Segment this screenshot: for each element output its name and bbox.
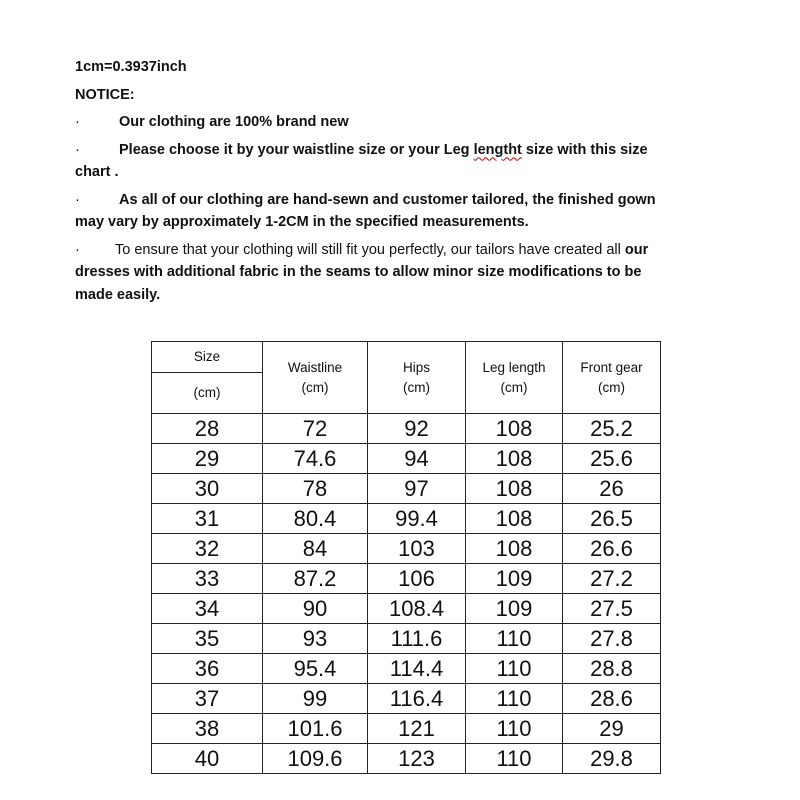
cell-leg-length: 110 (466, 684, 563, 714)
header-hips-label: Hips (402, 359, 430, 375)
bullet-4-line-1-bold: our (624, 241, 649, 258)
size-chart-body (152, 414, 661, 774)
cell-leg-length: 108 (466, 474, 563, 504)
cell-waistline: 72 (263, 414, 368, 444)
cell-front-gear: 27.5 (563, 594, 661, 624)
cell-hips: 99.4 (368, 504, 466, 534)
bullet-1-text: Our clothing are 100% brand new (119, 114, 349, 130)
bullet-4-line-3: made easily. (75, 286, 161, 303)
cell-hips: 108.4 (368, 594, 466, 624)
cell-waistline: 101.6 (263, 714, 368, 744)
notice-bullet-4 (75, 239, 725, 262)
cell-size: 36 (152, 654, 263, 684)
bullet-3-line-2: may vary by approximately 1-2CM in the specified measurements. (75, 214, 529, 230)
header-leg-length (466, 342, 563, 414)
notice-bullet-2 (75, 139, 725, 162)
table-row (152, 654, 661, 684)
cell-waistline: 99 (263, 684, 368, 714)
cell-hips: 106 (368, 564, 466, 594)
table-row (152, 504, 661, 534)
bullet-dot: · (75, 191, 80, 208)
cell-size: 33 (152, 564, 263, 594)
cell-hips: 121 (368, 714, 466, 744)
cell-leg-length: 110 (466, 714, 563, 744)
table-row (152, 414, 661, 444)
cell-waistline: 80.4 (263, 504, 368, 534)
cell-leg-length: 108 (466, 504, 563, 534)
table-row (152, 684, 661, 714)
cell-front-gear: 28.8 (563, 654, 661, 684)
cell-front-gear: 26.6 (563, 534, 661, 564)
cell-front-gear: 28.6 (563, 684, 661, 714)
cell-hips: 94 (368, 444, 466, 474)
cell-size: 30 (152, 474, 263, 504)
cell-hips: 116.4 (368, 684, 466, 714)
table-row (152, 744, 661, 774)
cell-front-gear: 26.5 (563, 504, 661, 534)
cell-leg-length: 110 (466, 654, 563, 684)
notice-block (75, 56, 725, 306)
header-size: Size (152, 342, 263, 373)
header-front-gear-label: Front gear (580, 359, 643, 375)
bullet-dot: · (75, 141, 80, 158)
cell-leg-length: 108 (466, 534, 563, 564)
cell-waistline: 78 (263, 474, 368, 504)
cell-size: 28 (152, 414, 263, 444)
cell-hips: 111.6 (368, 624, 466, 654)
bullet-2-text-pre: Please choose it by your waistline size or your Leg (119, 141, 474, 158)
table-row (152, 624, 661, 654)
cell-hips: 114.4 (368, 654, 466, 684)
cell-leg-length: 110 (466, 624, 563, 654)
header-hips-unit: (cm) (403, 379, 430, 395)
header-size-unit: (cm) (152, 373, 263, 414)
cell-size: 38 (152, 714, 263, 744)
header-waistline-label: Waistline (287, 359, 343, 375)
cell-size: 34 (152, 594, 263, 624)
header-front-gear-unit: (cm) (598, 379, 625, 395)
cell-hips: 103 (368, 534, 466, 564)
bullet-dot: · (75, 241, 80, 258)
header-waistline (263, 342, 368, 414)
cell-leg-length: 109 (466, 594, 563, 624)
cell-front-gear: 27.8 (563, 624, 661, 654)
cell-hips: 97 (368, 474, 466, 504)
bullet-dot: · (75, 114, 80, 130)
cell-waistline: 90 (263, 594, 368, 624)
bullet-2-continuation: chart . (75, 164, 119, 180)
header-leg-length-label: Leg length (482, 359, 546, 375)
cell-size: 37 (152, 684, 263, 714)
bullet-4-line-1-normal: To ensure that your clothing will still fit you perfectly, our tailors have created all (115, 241, 625, 258)
cell-leg-length: 109 (466, 564, 563, 594)
table-row (152, 444, 661, 474)
table-row (152, 564, 661, 594)
notice-bullet-3 (75, 189, 725, 212)
size-chart-table (151, 341, 661, 774)
cell-size: 40 (152, 744, 263, 774)
cell-front-gear: 26 (563, 474, 661, 504)
cell-waistline: 93 (263, 624, 368, 654)
cell-front-gear: 25.6 (563, 444, 661, 474)
cell-size: 29 (152, 444, 263, 474)
cell-waistline: 95.4 (263, 654, 368, 684)
cell-leg-length: 110 (466, 744, 563, 774)
notice-bullet-1 (75, 111, 725, 134)
header-waistline-unit: (cm) (301, 379, 329, 395)
cell-hips: 92 (368, 414, 466, 444)
cell-size: 31 (152, 504, 263, 534)
header-leg-length-unit: (cm) (500, 379, 528, 395)
spellcheck-flagged-word: lengtht (473, 141, 522, 158)
notice-heading: NOTICE: (75, 86, 135, 103)
cell-front-gear: 29 (563, 714, 661, 744)
table-row (152, 534, 661, 564)
cell-waistline: 84 (263, 534, 368, 564)
cell-front-gear: 25.2 (563, 414, 661, 444)
table-row (152, 714, 661, 744)
table-row (152, 474, 661, 504)
bullet-2-text-post: size with this size (521, 141, 648, 158)
cell-size: 32 (152, 534, 263, 564)
cell-leg-length: 108 (466, 444, 563, 474)
cell-leg-length: 108 (466, 414, 563, 444)
bullet-4-line-2: dresses with additional fabric in the seams to allow minor size modifications to be (75, 264, 642, 280)
cell-waistline: 87.2 (263, 564, 368, 594)
cell-front-gear: 27.2 (563, 564, 661, 594)
cell-hips: 123 (368, 744, 466, 774)
cell-waistline: 74.6 (263, 444, 368, 474)
size-chart-header (152, 342, 661, 414)
cell-waistline: 109.6 (263, 744, 368, 774)
header-front-gear (563, 342, 661, 414)
unit-conversion: 1cm=0.3937inch (75, 59, 187, 75)
bullet-3-line-1: As all of our clothing are hand-sewn and customer tailored, the finished gown (119, 191, 656, 208)
cell-front-gear: 29.8 (563, 744, 661, 774)
table-row (152, 594, 661, 624)
cell-size: 35 (152, 624, 263, 654)
header-hips (368, 342, 466, 414)
